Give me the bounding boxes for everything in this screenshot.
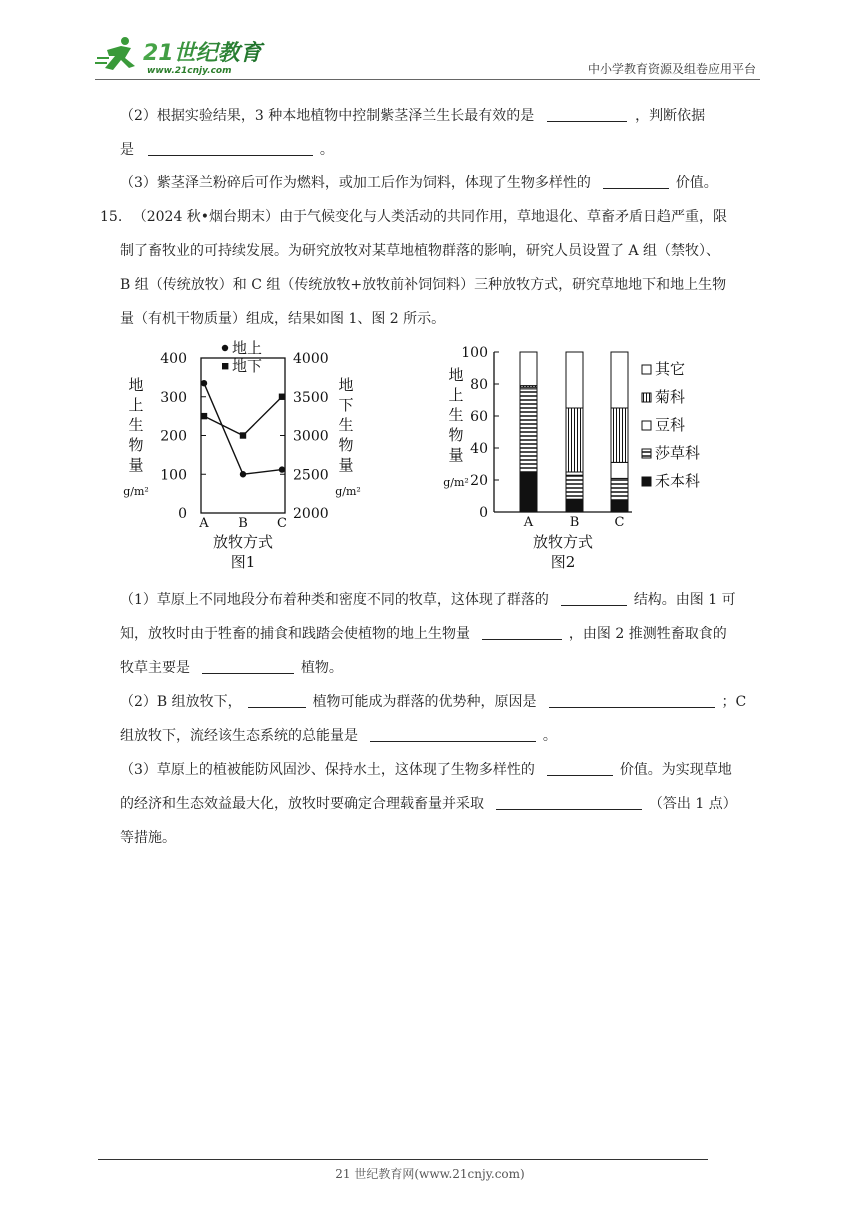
bar-segment bbox=[520, 352, 537, 386]
logo-text: 21世纪教育 bbox=[143, 41, 262, 66]
bar-segment bbox=[520, 472, 537, 512]
q15-part3-line3: 等措施。 bbox=[120, 830, 176, 846]
label-char: 下 bbox=[338, 396, 354, 414]
y-left-tick-label: 200 bbox=[160, 428, 187, 445]
answer-blank[interactable] bbox=[370, 727, 536, 742]
x-tick-label: A bbox=[523, 515, 534, 530]
y-tick-label: 80 bbox=[470, 377, 488, 393]
label-char: 量 bbox=[128, 456, 144, 474]
y-right-tick-label: 2000 bbox=[293, 506, 329, 522]
q15-line1 bbox=[100, 207, 727, 227]
x-tick-label: C bbox=[277, 516, 287, 531]
question-source: （2024 秋•烟台期末） bbox=[132, 209, 280, 225]
text: 价值。 bbox=[675, 175, 718, 191]
text: 组放牧下，流经该生态系统的总能量是 bbox=[120, 728, 358, 744]
y-unit: g/m² bbox=[443, 476, 469, 489]
legend-swatch bbox=[642, 477, 651, 486]
text: （3）草原上的植被能防风固沙、保持水土，这体现了生物多样性的 bbox=[120, 762, 535, 778]
text: 知，放牧时由于牲畜的捕食和践踏会使植物的地上生物量 bbox=[120, 626, 470, 642]
logo-url: www.21cnjy.com bbox=[147, 66, 232, 76]
q15-part1-line3 bbox=[120, 658, 343, 678]
text: 是 bbox=[120, 142, 134, 158]
y-right-axis-label bbox=[338, 376, 353, 474]
q14-part2-line2 bbox=[120, 140, 334, 160]
y-right-tick-label: 3000 bbox=[293, 428, 329, 445]
text: （2）根据实验结果，3 种本地植物中控制紫茎泽兰生长最有效的是 bbox=[120, 108, 535, 124]
q15-part1-line1 bbox=[120, 590, 736, 610]
data-point bbox=[201, 380, 207, 386]
answer-blank[interactable] bbox=[496, 795, 642, 810]
y-right-tick-label: 4000 bbox=[293, 351, 329, 367]
legend-label: 其它 bbox=[655, 360, 686, 378]
figure-title: 图2 bbox=[550, 553, 576, 570]
label-char: 生 bbox=[128, 416, 144, 434]
q15-line4: 量（有机干物质量）组成，结果如图 1、图 2 所示。 bbox=[120, 311, 446, 327]
label-char: 物 bbox=[128, 436, 144, 454]
text: 价值。为实现草地 bbox=[619, 762, 732, 778]
label-char: 上 bbox=[448, 386, 464, 404]
runner-icon bbox=[95, 37, 135, 70]
text: （1）草原上不同地段分布着种类和密度不同的牧草，这体现了群落的 bbox=[120, 592, 549, 608]
legend-marker bbox=[222, 363, 228, 369]
text: ；C bbox=[721, 694, 747, 710]
answer-blank[interactable] bbox=[248, 693, 306, 708]
text: ，判断依据 bbox=[635, 108, 706, 124]
x-tick-label: C bbox=[614, 515, 625, 530]
y-tick-label: 100 bbox=[461, 345, 488, 361]
text: 。 bbox=[542, 728, 557, 744]
legend-swatch bbox=[642, 365, 651, 374]
answer-blank[interactable] bbox=[202, 659, 294, 674]
figure-title: 图1 bbox=[230, 553, 256, 570]
text: ，由图 2 推测牲畜取食的 bbox=[568, 626, 727, 642]
series-line bbox=[204, 383, 282, 474]
label-char: 物 bbox=[448, 426, 464, 444]
logo bbox=[95, 36, 265, 76]
data-point bbox=[279, 394, 285, 400]
legend-swatch bbox=[642, 449, 651, 458]
text: 由于气候变化与人类活动的共同作用，草地退化、草畜矛盾日趋严重，限 bbox=[279, 209, 728, 225]
y-axis-label bbox=[448, 366, 463, 464]
platform-name: 中小学教育资源及组卷应用平台 bbox=[587, 62, 756, 76]
x-axis-label: 放牧方式 bbox=[212, 533, 274, 551]
legend-label: 豆科 bbox=[655, 416, 686, 434]
q15-part2-line2 bbox=[120, 726, 557, 746]
label-char: 地 bbox=[338, 376, 354, 394]
y-tick-label: 0 bbox=[479, 505, 488, 521]
text: （3）紫茎泽兰粉碎后可作为燃料，或加工后作为饲料，体现了生物多样性的 bbox=[120, 175, 591, 191]
y-left-tick-label: 0 bbox=[178, 506, 187, 522]
answer-blank[interactable] bbox=[603, 174, 669, 189]
text: （2）B 组放牧下， bbox=[120, 694, 242, 710]
bar-segment bbox=[520, 389, 537, 472]
page-header bbox=[95, 34, 760, 80]
y-tick-label: 60 bbox=[470, 409, 488, 425]
y-left-tick-label: 100 bbox=[160, 467, 187, 484]
label-char: 生 bbox=[448, 406, 464, 424]
bar-segment bbox=[611, 462, 628, 478]
label-char: 量 bbox=[448, 446, 464, 464]
bar-segment bbox=[566, 408, 583, 472]
text: 结构。由图 1 可 bbox=[633, 592, 736, 608]
text: 的经济和生态效益最大化，放牧时要确定合理载畜量并采取 bbox=[120, 796, 484, 812]
footer-rule bbox=[98, 1159, 708, 1160]
text: 。 bbox=[319, 142, 334, 158]
x-tick-label: A bbox=[199, 516, 209, 531]
bar-segment bbox=[611, 501, 628, 512]
legend-marker bbox=[222, 345, 228, 351]
label-char: 量 bbox=[338, 456, 354, 474]
y-right-unit: g/m² bbox=[335, 485, 361, 498]
q15-part3-line1 bbox=[120, 760, 732, 780]
q15-part1-line2 bbox=[120, 624, 727, 644]
bar-segment bbox=[611, 408, 628, 462]
answer-blank[interactable] bbox=[148, 141, 313, 156]
data-point bbox=[279, 466, 285, 472]
data-point bbox=[240, 432, 246, 438]
legend-label: 地上 bbox=[232, 339, 263, 357]
y-right-tick-label: 2500 bbox=[293, 467, 329, 484]
bar-segment bbox=[566, 499, 583, 512]
q14-part3 bbox=[120, 173, 718, 193]
question-number: 15. bbox=[100, 209, 123, 225]
answer-blank[interactable] bbox=[482, 625, 562, 640]
text: 植物可能成为群落的优势种，原因是 bbox=[312, 694, 537, 710]
answer-blank[interactable] bbox=[549, 693, 715, 708]
y-left-unit: g/m² bbox=[123, 485, 149, 498]
x-axis-label: 放牧方式 bbox=[532, 533, 594, 551]
y-tick-label: 20 bbox=[470, 473, 488, 489]
label-char: 生 bbox=[338, 416, 354, 434]
answer-blank[interactable] bbox=[547, 761, 613, 776]
bar-segment bbox=[611, 352, 628, 408]
q15-line3: B 组（传统放牧）和 C 组（传统放牧+放牧前补饲饲料）三种放牧方式，研究草地地下和地上生物 bbox=[120, 277, 727, 293]
legend-label: 菊科 bbox=[655, 388, 686, 406]
label-char: 地 bbox=[128, 376, 144, 394]
text: （答出 1 点） bbox=[648, 796, 737, 812]
q14-part2-line1 bbox=[120, 106, 705, 126]
y-tick-label: 40 bbox=[470, 441, 488, 457]
label-char: 物 bbox=[338, 436, 354, 454]
bar-segment bbox=[611, 478, 628, 500]
y-left-tick-label: 400 bbox=[160, 351, 187, 367]
q15-part3-line2 bbox=[120, 794, 737, 814]
answer-blank[interactable] bbox=[561, 591, 627, 606]
bar-segment bbox=[566, 475, 583, 499]
figure-1 bbox=[118, 338, 378, 574]
figure-1-chart bbox=[118, 338, 378, 570]
y-right-tick-label: 3500 bbox=[293, 389, 329, 406]
y-left-axis-label bbox=[128, 376, 143, 474]
data-point bbox=[240, 471, 246, 477]
answer-blank[interactable] bbox=[547, 107, 627, 122]
figure-2 bbox=[432, 338, 722, 574]
footer-text: 21 世纪教育网(www.21cnjy.com) bbox=[335, 1167, 525, 1181]
header-rule bbox=[95, 79, 760, 80]
x-tick-label: B bbox=[569, 515, 580, 530]
legend-label: 莎草科 bbox=[655, 444, 701, 462]
text: 植物。 bbox=[300, 660, 343, 676]
text: 牧草主要是 bbox=[120, 660, 190, 676]
bar-segment bbox=[566, 352, 583, 408]
x-tick-label: B bbox=[238, 516, 248, 531]
q15-part2-line1 bbox=[120, 692, 746, 712]
legend-label: 禾本科 bbox=[655, 472, 701, 490]
y-left-tick-label: 300 bbox=[160, 389, 187, 406]
series-line bbox=[204, 397, 282, 436]
q15-line2: 制了畜牧业的可持续发展。为研究放牧对某草地植物群落的影响，研究人员设置了 A 组（禁牧）、 bbox=[120, 243, 721, 259]
legend-swatch bbox=[642, 421, 651, 430]
label-char: 地 bbox=[448, 366, 464, 384]
label-char: 上 bbox=[128, 396, 144, 414]
legend-swatch bbox=[642, 393, 651, 402]
figure-2-chart bbox=[432, 338, 722, 570]
data-point bbox=[201, 413, 207, 419]
legend-label: 地下 bbox=[232, 357, 263, 375]
